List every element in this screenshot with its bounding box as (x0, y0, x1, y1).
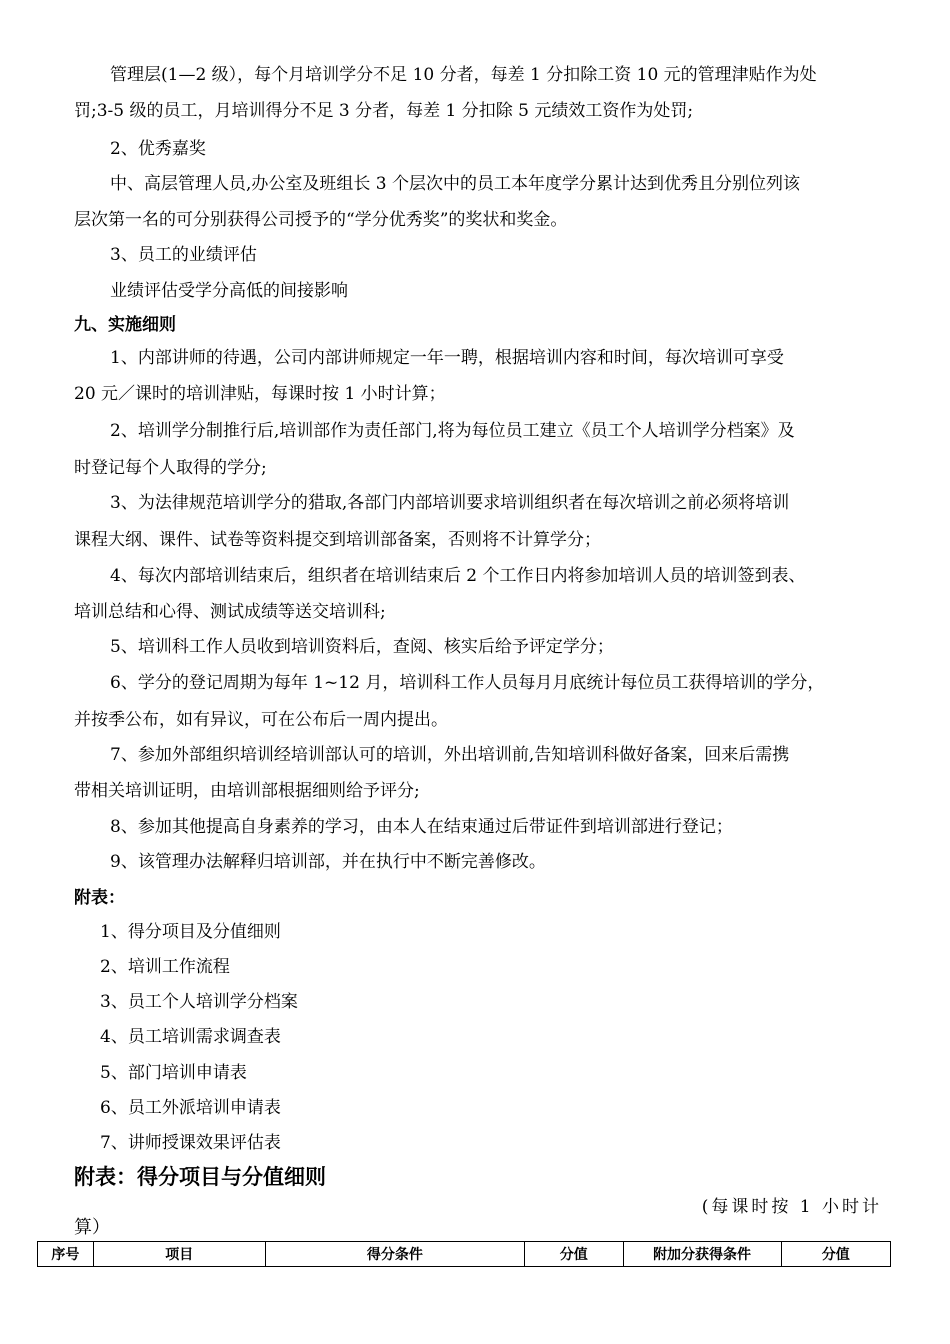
table-header-cell: 附加分获得条件 (623, 1242, 781, 1267)
appendix-item: 2、培训工作流程 (100, 957, 230, 977)
table-header-cell: 得分条件 (265, 1242, 524, 1267)
appendix-item: 3、员工个人培训学分档案 (100, 992, 298, 1012)
paragraph: 8、参加其他提高自身素养的学习，由本人在结束通过后带证件到培训部进行登记； (110, 817, 733, 837)
note-text: (每课时按 1 小时计 (701, 1197, 882, 1217)
paragraph: 7、参加外部组织培训经培训部认可的培训，外出培训前,告知培训科做好备案，回来后需携 (110, 745, 790, 765)
table-header-cell: 项目 (93, 1242, 265, 1267)
paragraph: 时登记每个人取得的学分; (74, 458, 267, 478)
appendix-item: 1、得分项目及分值细则 (100, 922, 281, 942)
paragraph: 5、培训科工作人员收到培训资料后，查阅、核实后给予评定学分； (110, 637, 614, 657)
subheading: 2、优秀嘉奖 (110, 139, 206, 159)
paragraph: 20 元／课时的培训津贴，每课时按 1 小时计算； (74, 384, 446, 404)
paragraph: 1、内部讲师的待遇，公司内部讲师规定一年一聘，根据培训内容和时间，每次培训可享受 (110, 348, 784, 368)
paragraph: 6、学分的登记周期为每年 1~12 月，培训科工作人员每月月底统计每位员工获得培训的学分， (110, 673, 825, 693)
paragraph: 管理层(1—2 级），每个月培训学分不足 10 分者，每差 1 分扣除工资 10 元的管理津贴作为处 (110, 65, 817, 85)
subheading: 3、员工的业绩评估 (110, 245, 257, 265)
appendix-item: 7、讲师授课效果评估表 (100, 1133, 281, 1153)
paragraph: 带相关培训证明，由培训部根据细则给予评分; (74, 781, 420, 801)
section-heading: 九、实施细则 (74, 315, 176, 335)
appendix-item: 5、部门培训申请表 (100, 1063, 247, 1083)
appendix-title: 附表：得分项目与分值细则 (74, 1165, 326, 1189)
paragraph: 2、培训学分制推行后,培训部作为责任部门,将为每位员工建立《员工个人培训学分档案》及 (110, 421, 795, 441)
table-header-cell: 分值 (525, 1242, 623, 1267)
appendix-item: 4、员工培训需求调查表 (100, 1027, 281, 1047)
paragraph: 培训总结和心得、测试成绩等送交培训科; (74, 602, 386, 622)
paragraph: 并按季公布，如有异议，可在公布后一周内提出。 (74, 710, 448, 730)
paragraph: 罚;3-5 级的员工，月培训得分不足 3 分者，每差 1 分扣除 5 元绩效工资作为处罚; (74, 101, 694, 121)
table-header-cell: 序号 (38, 1242, 94, 1267)
paragraph: 3、为法律规范培训学分的猎取,各部门内部培训要求培训组织者在每次培训之前必须将培训 (110, 493, 790, 513)
table-header-cell: 分值 (781, 1242, 890, 1267)
paragraph: 9、该管理办法解释归培训部，并在执行中不断完善修改。 (110, 852, 546, 872)
paragraph: 中、高层管理人员,办公室及班组长 3 个层次中的员工本年度学分累计达到优秀且分别位列该 (110, 174, 801, 194)
note-text-continued: 算） (74, 1217, 110, 1238)
paragraph: 课程大纲、课件、试卷等资料提交到培训部备案，否则将不计算学分； (74, 530, 601, 550)
paragraph: 4、每次内部培训结束后，组织者在培训结束后 2 个工作日内将参加培训人员的培训签到表、 (110, 566, 806, 586)
appendix-heading: 附表： (74, 888, 125, 908)
score-table (37, 1241, 891, 1267)
paragraph: 层次第一名的可分别获得公司授予的“学分优秀奖”的奖状和奖金。 (74, 210, 568, 230)
table-header-row (38, 1242, 891, 1267)
appendix-item: 6、员工外派培训申请表 (100, 1098, 281, 1118)
paragraph: 业绩评估受学分高低的间接影响 (110, 281, 348, 301)
